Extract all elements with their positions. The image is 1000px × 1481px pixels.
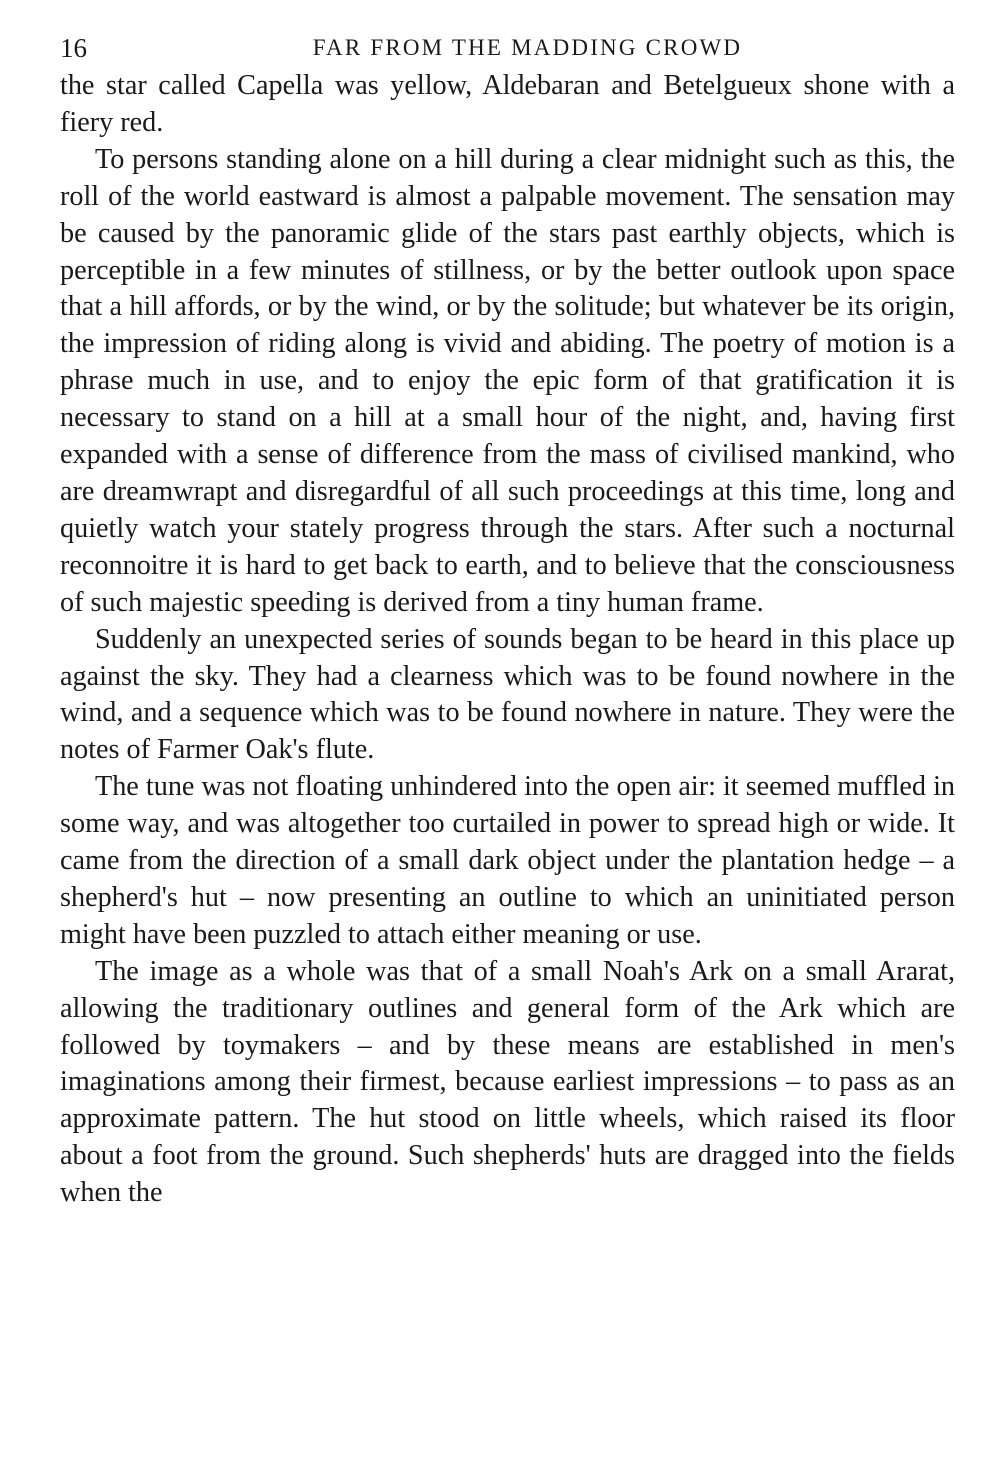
running-title: FAR FROM THE MADDING CROWD — [312, 35, 743, 60]
body-text — [60, 68, 955, 1212]
page-number: 16 — [60, 33, 87, 63]
book-page — [60, 28, 955, 1212]
paragraph: Suddenly an unexpected series of sounds began to be heard in this place up against the sky. They had a clearness which was to be found nowhere in the wind, and a sequence which was to be found nowhere in nature. They were the notes of Farmer Oak's flute. — [60, 623, 955, 766]
paragraph: The image as a whole was that of a small Noah's Ark on a small Ararat, allowing the traditionary outlines and general form of the Ark which are followed by toymakers – and by these means are established in men's imaginations among their firmest, because earliest impressions – to pass as an approximate pattern. The hut stood on little wheels, which raised its floor about a foot from the ground. Such shepherds' huts are dragged into the fields when the — [60, 955, 955, 1209]
paragraph-continued: the star called Capella was yellow, Aldebaran and Betelgueux shone with a fiery red. — [60, 70, 955, 138]
paragraph: To persons standing alone on a hill during a clear midnight such as this, the roll of the world eastward is almost a palpable movement. The sensation may be caused by the panoramic glide of the stars past earthly objects, which is perceptible in a few minutes of stillness, or by the better outlook upon space that a hill affords, or by the wind, or by the solitude; but whatever be its origin, the impression of riding along is vivid and abiding. The poetry of motion is a phrase much in use, and to enjoy the epic form of that gratification it is necessary to stand on a hill at a small hour of the night, and, having first expanded with a sense of difference from the mass of civilised mankind, who are dreamwrapt and disregardful of all such proceedings at this time, long and quietly watch your stately progress through the stars. After such a nocturnal reconnoitre it is hard to get back to earth, and to believe that the consciousness of such majestic speeding is derived from a tiny human frame. — [60, 143, 955, 618]
running-head — [60, 28, 955, 68]
paragraph: The tune was not floating unhindered into the open air: it seemed muffled in some way, and was altogether too curtailed in power to spread high or wide. It came from the direction of a small dark object under the plantation hedge – a shepherd's hut – now presenting an outline to which an uninitiated person might have been puzzled to attach either meaning or use. — [60, 771, 955, 950]
